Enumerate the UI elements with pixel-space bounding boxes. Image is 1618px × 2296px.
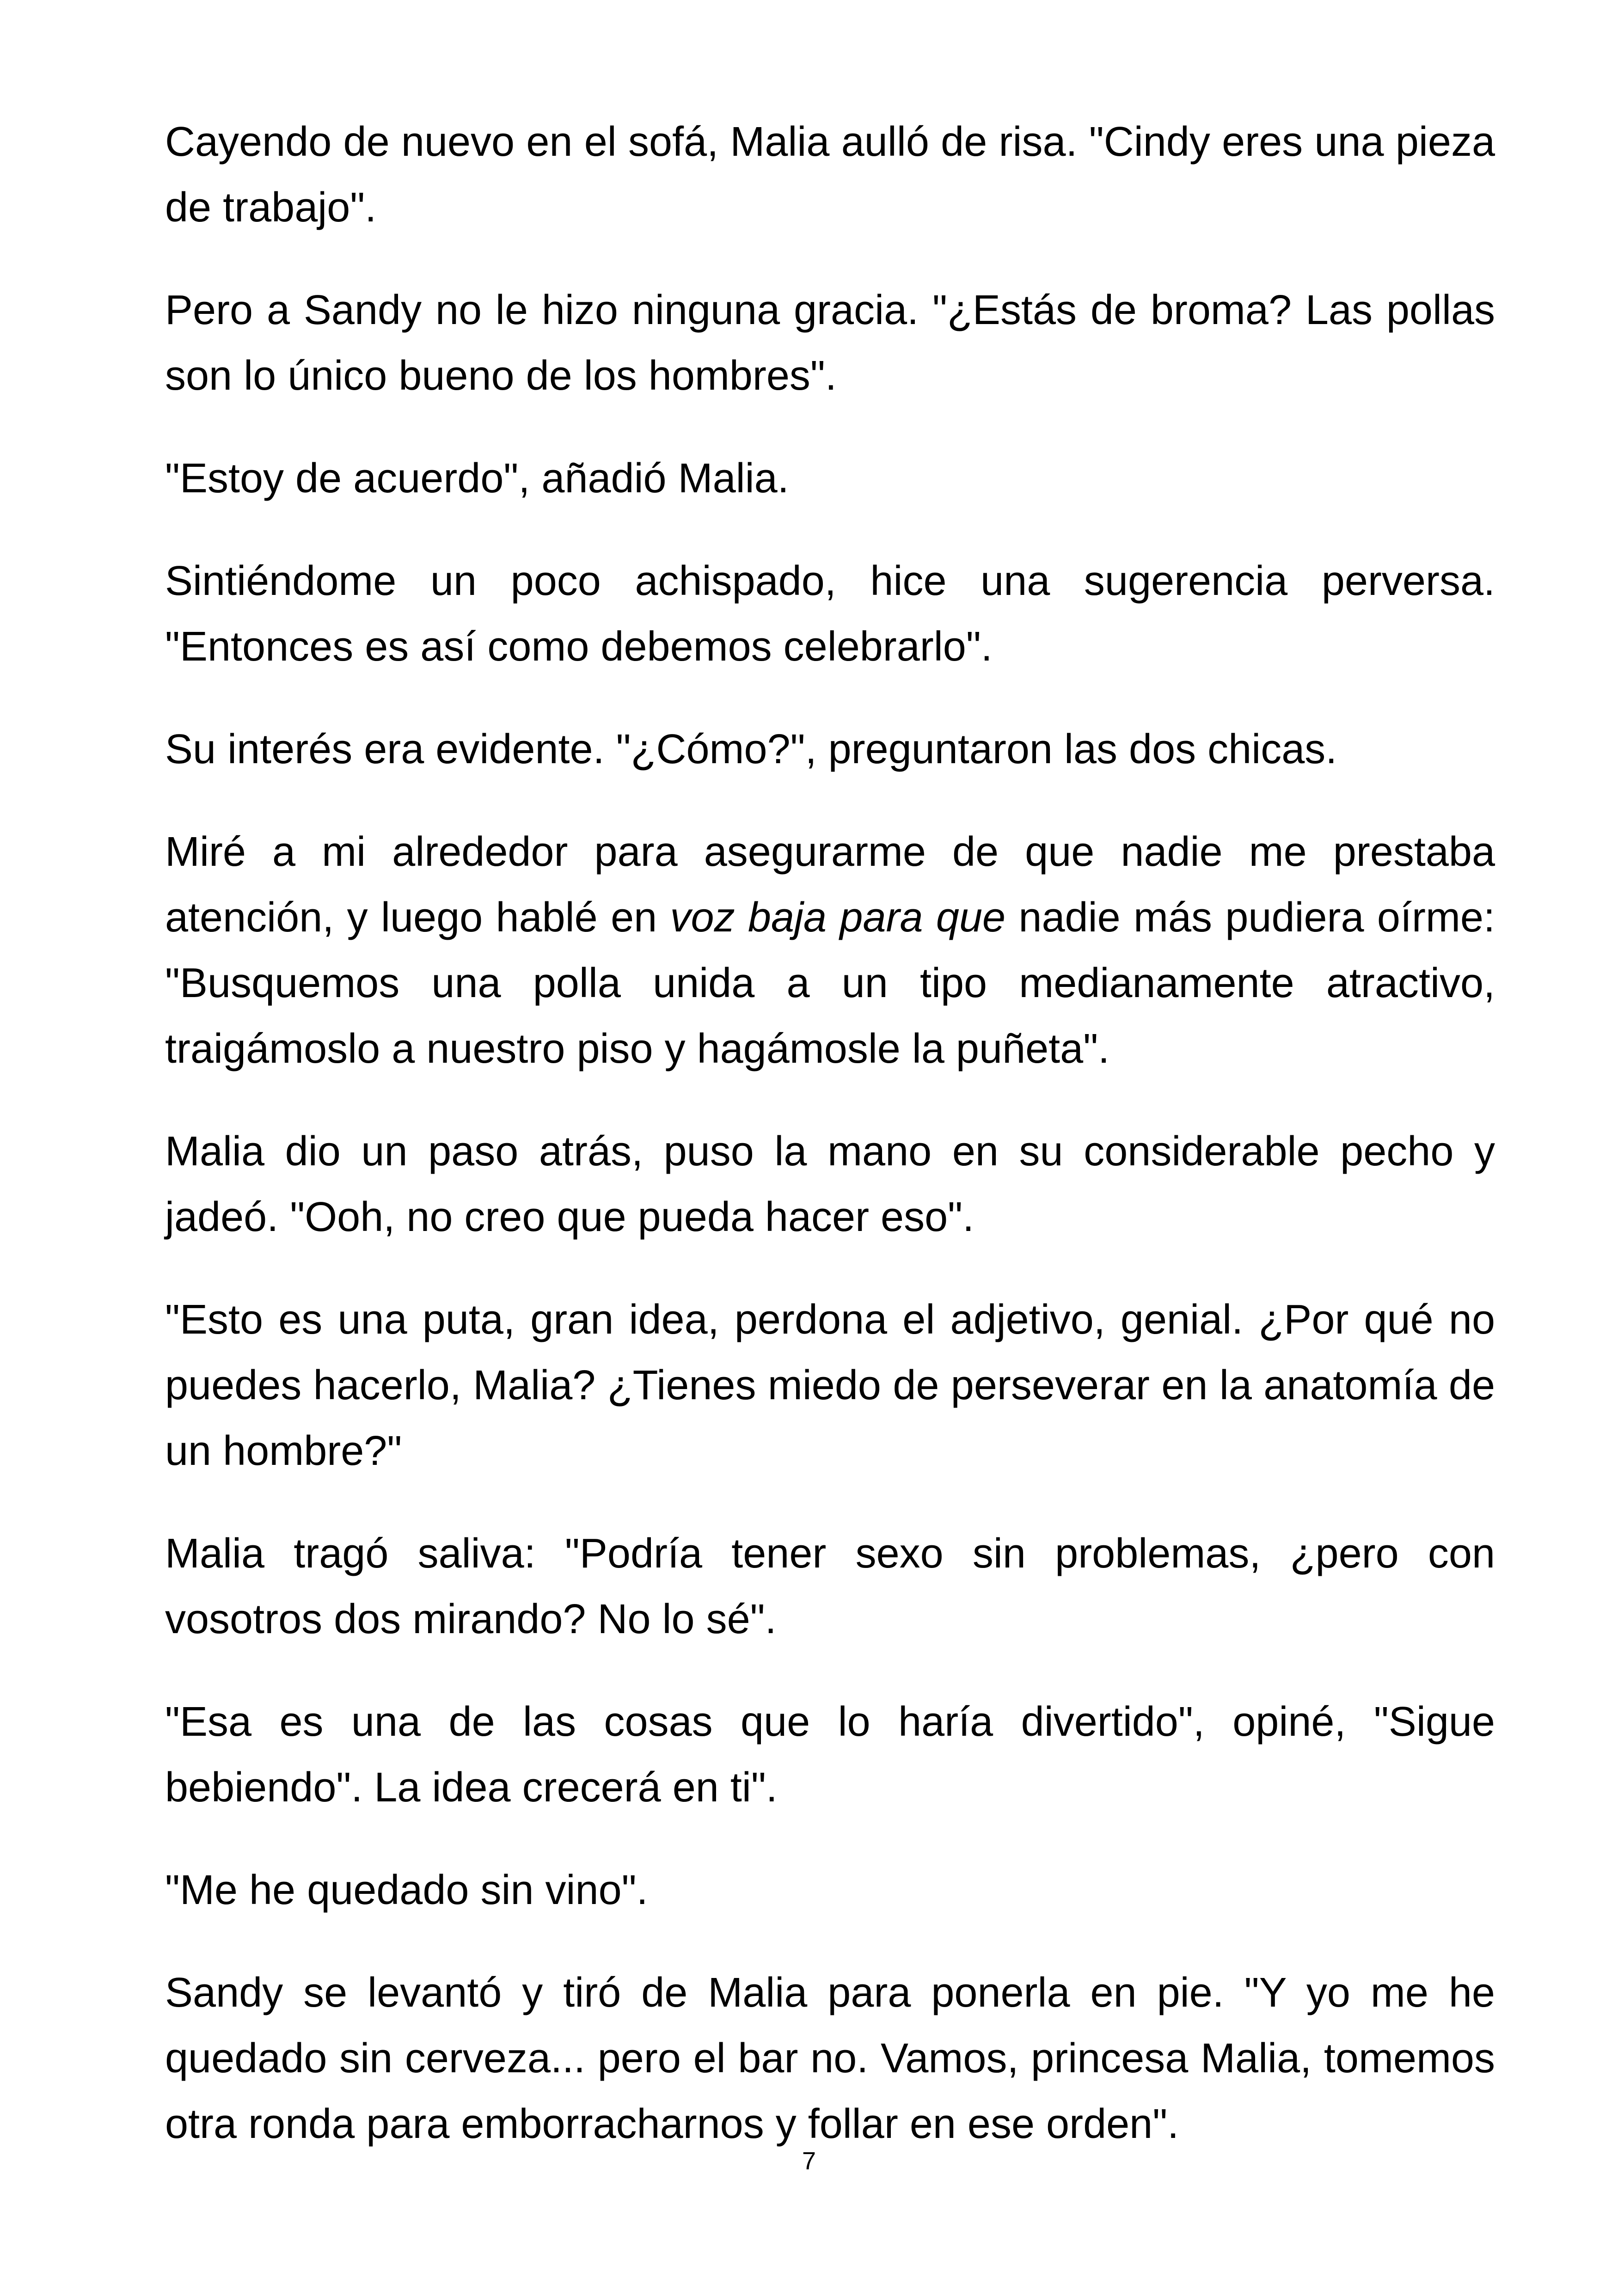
paragraph-8: "Esto es una puta, gran idea, perdona el adjetivo, genial. ¿Por qué no puedes hacerlo, Malia? ¿Tienes miedo de perseverar en la anatomía de un hombre?": [165, 1297, 1495, 1474]
page-body: [165, 109, 1495, 2194]
paragraph-6-italic-text: voz baja para que: [670, 894, 1006, 941]
paragraph-1: Cayendo de nuevo en el sofá, Malia aulló de risa. "Cindy eres una pieza de trabajo".: [165, 119, 1495, 231]
paragraph-6: [165, 819, 1495, 1082]
paragraph-6-text-after: nadie más pudiera oírme: "Busquemos una polla unida a un tipo medianamente atractivo, traigámoslo a nuestro piso y hagámosle la puñeta".: [165, 894, 1495, 1072]
paragraph-12: Sandy se levantó y tiró de Malia para ponerla en pie. "Y yo me he quedado sin cerveza... pero el bar no. Vamos, princesa Malia, tomemos otra ronda para emborracharnos y follar en ese orden".: [165, 1970, 1495, 2147]
paragraph-4: Sintiéndome un poco achispado, hice una sugerencia perversa. "Entonces es así como debemos celebrarlo".: [165, 558, 1495, 670]
paragraph-7: Malia dio un paso atrás, puso la mano en su considerable pecho y jadeó. "Ooh, no creo que pueda hacer eso".: [165, 1128, 1495, 1240]
paragraph-10: "Esa es una de las cosas que lo haría divertido", opiné, "Sigue bebiendo". La idea crecerá en ti".: [165, 1699, 1495, 1811]
paragraph-6-text-before: Miré a mi alrededor para asegurarme de que nadie me prestaba atención, y luego hablé en: [165, 829, 1495, 941]
paragraph-9: Malia tragó saliva: "Podría tener sexo sin problemas, ¿pero con vosotros dos mirando? No lo sé".: [165, 1531, 1495, 1642]
paragraph-11: "Me he quedado sin vino".: [165, 1867, 648, 1913]
paragraph-2: Pero a Sandy no le hizo ninguna gracia. "¿Estás de broma? Las pollas son lo único bueno de los hombres".: [165, 287, 1495, 399]
paragraph-3: "Estoy de acuerdo", añadió Malia.: [165, 455, 789, 502]
page-number: 7: [802, 2147, 816, 2175]
paragraph-5: Su interés era evidente. "¿Cómo?", preguntaron las dos chicas.: [165, 726, 1337, 772]
